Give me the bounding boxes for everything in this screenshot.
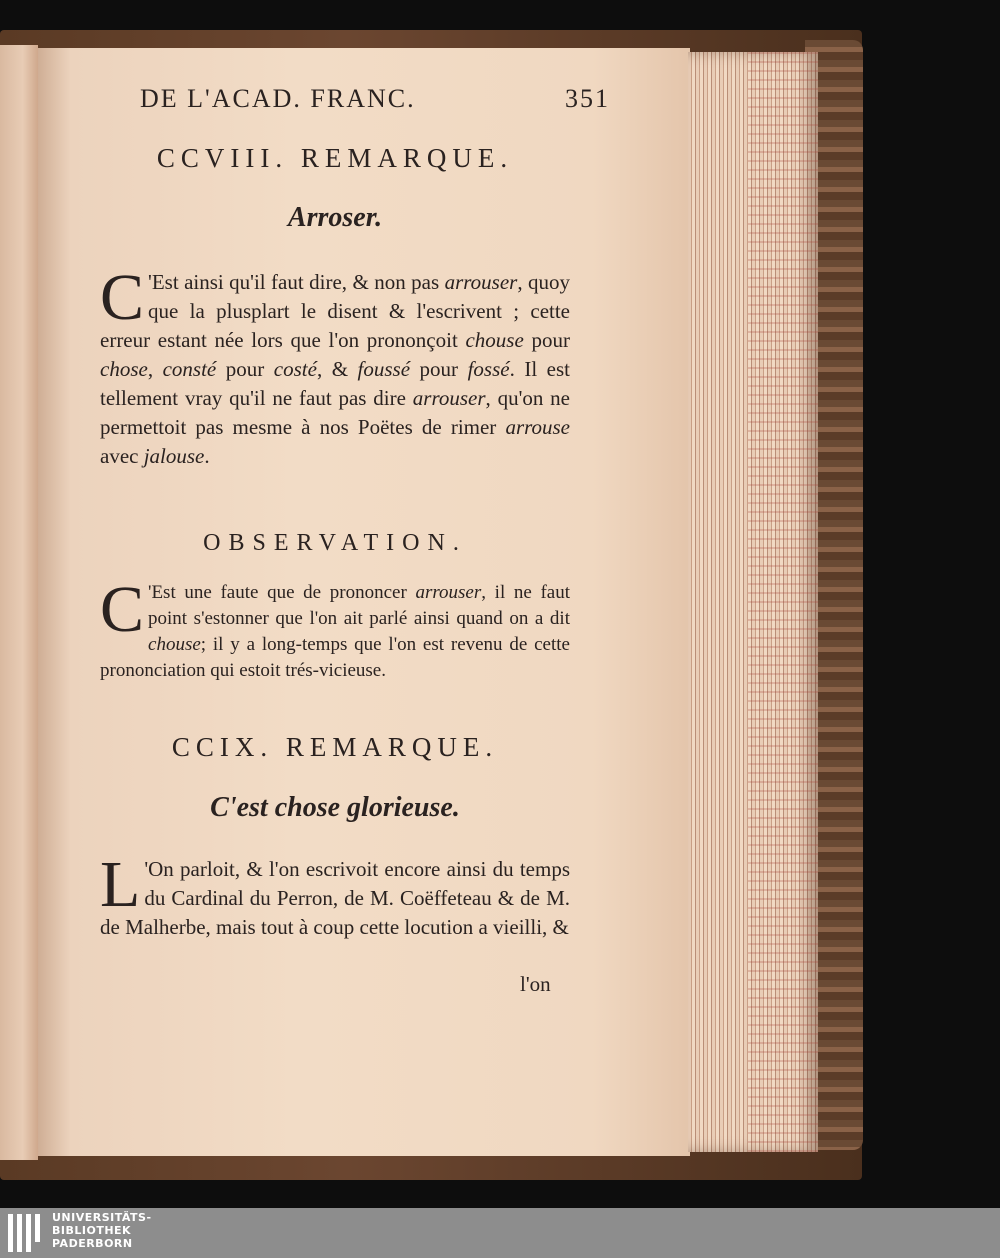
library-footer [0,1208,1000,1258]
remarque-ccix-text: L 'On parloit, & l'on escrivoit encore ainsi du temps du Cardinal du Perron, de M. Coëffeteau & de M. de Malherbe, mais tout à coup cette locution a vieilli, & [100,848,570,939]
remarque-subject-arroser: Arroser. [287,202,383,233]
catchword: l'on [520,972,551,996]
left-page-edge [0,45,38,1160]
drop-cap: L [100,848,141,921]
page-edges [688,52,818,1152]
remarque-heading-ccix: CCIX. REMARQUE. [171,732,499,762]
remarque-heading-ccviii: CCVIII. REMARQUE. [156,143,514,173]
running-header [140,84,610,124]
page-number: 351 [565,84,610,113]
library-name: UNIVERSITÄTS- BIBLIOTHEK PADERBORN [52,1211,152,1250]
remarque-subject-chose-glorieuse: C'est chose glorieuse. [210,792,460,823]
drop-cap: C [100,573,145,646]
running-title: DE L'ACAD. FRANC. [140,84,416,113]
library-logo-icon [8,1214,42,1252]
observation-heading: OBSERVATION. [203,530,467,556]
drop-cap: C [100,261,145,334]
remarque-ccviii-text: C 'Est ainsi qu'il faut dire, & non pas arrouser, quoy que la plusplart le disent & l'escrivent ; cette erreur estant née lors que l'on prononçoit chouse pour chose, consté pour costé, & foussé pour fossé. Il est tellement vray qu'il ne faut pas dire arrouser, qu'on ne permettoit pas mesme à nos Poëtes de rimer arrouse avec jalouse. [100,261,571,468]
observation-text: C 'Est une faute que de prononcer arrouser, il ne faut point s'estonner que l'on ait parlé ainsi quand on a dit chouse; il y a long-temps que l'on est revenu de cette prononciation qui estoit trés-vicieuse. [100,573,571,681]
